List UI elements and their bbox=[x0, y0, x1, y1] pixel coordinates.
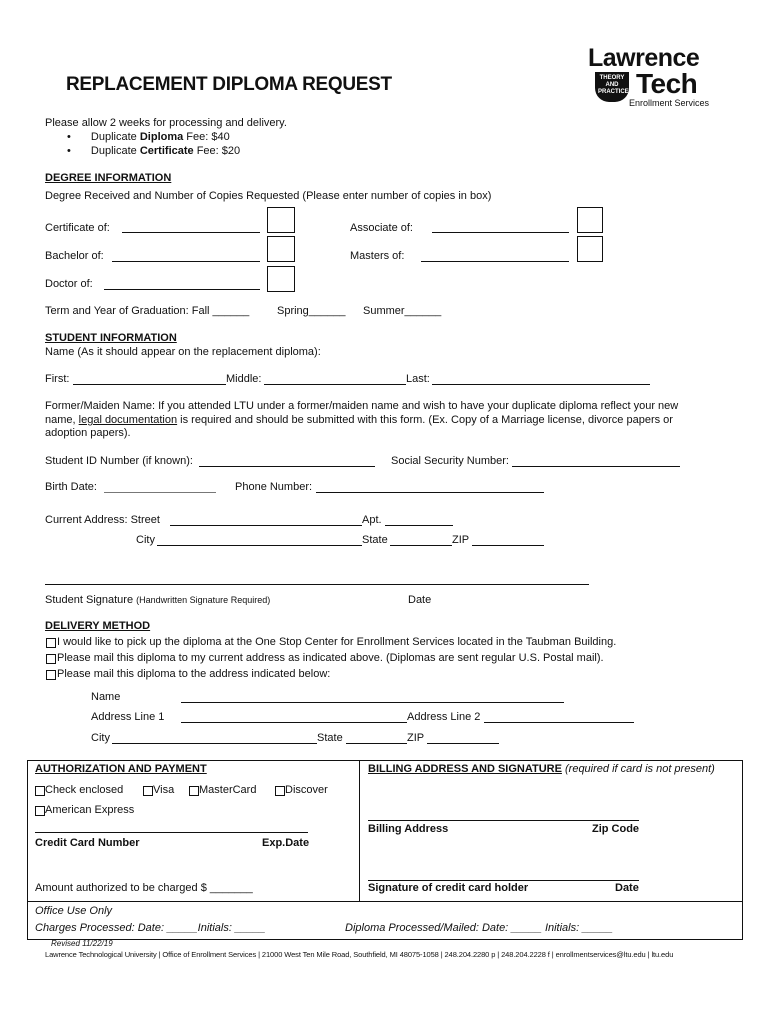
former-name-note-1: Former/Maiden Name: If you attended LTU under a former/maiden name and wish to have your duplicate diploma reflect your new bbox=[45, 400, 679, 412]
logo-lawrence: Lawrence bbox=[588, 44, 700, 72]
billing-zip-label: Zip Code bbox=[592, 823, 640, 835]
graduation-term-summer[interactable]: Summer______ bbox=[363, 305, 442, 317]
doctor-copies-box[interactable] bbox=[267, 266, 295, 292]
fee-type: Diploma bbox=[139, 131, 184, 143]
fee-text: Duplicate bbox=[90, 145, 140, 157]
certificate-label: Certificate of: bbox=[45, 222, 110, 234]
degree-heading: DEGREE INFORMATION bbox=[45, 172, 172, 184]
mastercard-checkbox[interactable] bbox=[189, 786, 199, 796]
bullet: • bbox=[67, 145, 71, 157]
discover-checkbox[interactable] bbox=[275, 786, 285, 796]
student-heading: STUDENT INFORMATION bbox=[45, 332, 177, 344]
student-id-field[interactable] bbox=[199, 466, 375, 467]
cardholder-signature-label: Signature of credit card holder bbox=[368, 882, 529, 894]
delivery-name-field[interactable] bbox=[181, 702, 564, 703]
fee-amount: Fee: $40 bbox=[183, 131, 230, 143]
billing-heading-note: (required if card is not present) bbox=[561, 763, 715, 775]
apt-label: Apt. bbox=[362, 514, 382, 526]
visa-checkbox[interactable] bbox=[143, 786, 153, 796]
state-label: State bbox=[362, 534, 388, 546]
page-title: REPLACEMENT DIPLOMA REQUEST bbox=[66, 74, 392, 95]
amount-authorized[interactable]: Amount authorized to be charged $ _______ bbox=[35, 882, 253, 894]
associate-field[interactable] bbox=[432, 232, 569, 233]
certificate-copies-box[interactable] bbox=[267, 207, 295, 233]
office-row-divider bbox=[27, 901, 742, 902]
delivery-state-label: State bbox=[317, 732, 343, 744]
middle-name-label: Middle: bbox=[226, 373, 262, 385]
apt-field[interactable] bbox=[385, 525, 453, 526]
logo-department: Enrollment Services bbox=[629, 98, 710, 108]
last-name-field[interactable] bbox=[432, 384, 650, 385]
payment-column-divider bbox=[359, 760, 360, 901]
check-enclosed-checkbox[interactable] bbox=[35, 786, 45, 796]
pickup-checkbox[interactable] bbox=[46, 638, 56, 648]
mail-current-checkbox[interactable] bbox=[46, 654, 56, 664]
bullet: • bbox=[67, 131, 71, 143]
logo-seal-text: THEORY AND PRACTICE bbox=[598, 75, 629, 95]
student-id-label: Student ID Number (if known): bbox=[45, 455, 193, 467]
associate-copies-box[interactable] bbox=[577, 207, 603, 233]
discover-label: Discover bbox=[285, 784, 328, 796]
diploma-processed: Diploma Processed/Mailed: Date: _____ Initials: _____ bbox=[345, 922, 613, 934]
amex-checkbox[interactable] bbox=[35, 806, 45, 816]
billing-heading-text: BILLING ADDRESS AND SIGNATURE bbox=[368, 763, 562, 775]
card-number-label: Credit Card Number bbox=[35, 837, 140, 849]
revision-date: Revised 11/22/19 bbox=[51, 939, 113, 948]
masters-label: Masters of: bbox=[350, 250, 405, 262]
card-number-field[interactable] bbox=[35, 832, 308, 833]
fee-certificate bbox=[67, 145, 240, 157]
city-field[interactable] bbox=[157, 545, 362, 546]
delivery-zip-label: ZIP bbox=[407, 732, 425, 744]
charges-processed: Charges Processed: Date: _____Initials: _____ bbox=[35, 922, 266, 934]
visa-label: Visa bbox=[153, 784, 175, 796]
delivery-address1-field[interactable] bbox=[181, 722, 407, 723]
amex-label: American Express bbox=[45, 804, 135, 816]
masters-copies-box[interactable] bbox=[577, 236, 603, 262]
billing-address-field[interactable] bbox=[368, 820, 639, 821]
former-name-note-3: adoption papers). bbox=[45, 427, 131, 439]
city-label: City bbox=[136, 534, 155, 546]
street-label: Current Address: Street bbox=[45, 514, 160, 526]
doctor-label: Doctor of: bbox=[45, 278, 93, 290]
middle-name-field[interactable] bbox=[264, 384, 406, 385]
mastercard-label: MasterCard bbox=[199, 784, 257, 796]
cardholder-signature-field[interactable] bbox=[368, 880, 639, 881]
associate-label: Associate of: bbox=[350, 222, 413, 234]
signature-label-text: Student Signature bbox=[45, 594, 134, 606]
student-signature-label bbox=[45, 594, 270, 606]
delivery-city-label: City bbox=[91, 732, 110, 744]
mail-current-option: Please mail this diploma to my current address as indicated above. (Diplomas are sent regular U.S. Postal mail). bbox=[57, 652, 604, 664]
phone-field[interactable] bbox=[316, 492, 544, 493]
processing-note: Please allow 2 weeks for processing and delivery. bbox=[45, 117, 287, 129]
street-field[interactable] bbox=[170, 525, 362, 526]
mail-other-option: Please mail this diploma to the address indicated below: bbox=[57, 668, 331, 680]
birth-date-field[interactable] bbox=[104, 492, 216, 493]
logo-tech: Tech bbox=[636, 68, 698, 99]
doctor-field[interactable] bbox=[104, 289, 260, 290]
graduation-term-spring[interactable]: Spring______ bbox=[277, 305, 346, 317]
delivery-heading: DELIVERY METHOD bbox=[45, 620, 151, 632]
graduation-term-fall[interactable]: Term and Year of Graduation: Fall ______ bbox=[45, 305, 250, 317]
delivery-state-field[interactable] bbox=[346, 743, 407, 744]
pickup-option: I would like to pick up the diploma at the One Stop Center for Enrollment Services located in the Taubman Building. bbox=[57, 636, 617, 648]
last-name-label: Last: bbox=[406, 373, 430, 385]
zip-field[interactable] bbox=[472, 545, 544, 546]
ssn-label: Social Security Number: bbox=[391, 455, 509, 467]
delivery-zip-field[interactable] bbox=[427, 743, 499, 744]
first-name-label: First: bbox=[45, 373, 70, 385]
former-name-note-2 bbox=[45, 414, 673, 426]
bachelor-field[interactable] bbox=[112, 261, 260, 262]
logo-seal-icon bbox=[595, 72, 629, 102]
delivery-name-label: Name bbox=[91, 691, 121, 703]
mail-other-checkbox[interactable] bbox=[46, 670, 56, 680]
degree-instructions: Degree Received and Number of Copies Requested (Please enter number of copies in box) bbox=[45, 190, 492, 202]
zip-label: ZIP bbox=[452, 534, 470, 546]
signature-note: (Handwritten Signature Required) bbox=[136, 595, 271, 605]
masters-field[interactable] bbox=[421, 261, 569, 262]
signature-date-label: Date bbox=[408, 594, 432, 606]
bachelor-label: Bachelor of: bbox=[45, 250, 104, 262]
footer-address: Lawrence Technological University | Office of Enrollment Services | 21000 West Ten Mile Road, Southfield, MI 48075-1058 | 248.204.2280 p | 248.204.2228 f | enrollmentservices@ltu.edu | ltu.edu bbox=[45, 950, 674, 959]
certificate-field[interactable] bbox=[122, 232, 260, 233]
fee-text: Duplicate bbox=[90, 131, 140, 143]
ssn-field[interactable] bbox=[512, 466, 680, 467]
delivery-address2-field[interactable] bbox=[484, 722, 634, 723]
cardholder-date-label: Date bbox=[615, 882, 639, 894]
first-name-field[interactable] bbox=[73, 384, 226, 385]
exp-date-label: Exp.Date bbox=[262, 837, 310, 849]
legal-documentation-link[interactable]: legal documentation bbox=[78, 414, 178, 426]
delivery-city-field[interactable] bbox=[112, 743, 317, 744]
former-note-text: name, bbox=[45, 414, 79, 426]
phone-label: Phone Number: bbox=[235, 481, 313, 493]
payment-table bbox=[27, 760, 743, 940]
birth-date-label: Birth Date: bbox=[45, 481, 97, 493]
state-field[interactable] bbox=[390, 545, 452, 546]
delivery-address1-label: Address Line 1 bbox=[91, 711, 165, 723]
check-enclosed-label: Check enclosed bbox=[45, 784, 124, 796]
delivery-address2-label: Address Line 2 bbox=[407, 711, 481, 723]
fee-type: Certificate bbox=[139, 145, 194, 157]
office-use-label: Office Use Only bbox=[35, 905, 113, 917]
fee-diploma bbox=[67, 131, 230, 143]
name-note: Name (As it should appear on the replacement diploma): bbox=[45, 346, 321, 358]
former-note-text: is required and should be submitted with this form. (Ex. Copy of a Marriage license, divorce papers or bbox=[177, 414, 673, 426]
student-signature-field[interactable] bbox=[45, 584, 589, 585]
bachelor-copies-box[interactable] bbox=[267, 236, 295, 262]
billing-heading bbox=[368, 763, 715, 775]
billing-address-label: Billing Address bbox=[368, 823, 449, 835]
fee-amount: Fee: $20 bbox=[193, 145, 241, 157]
payment-heading: AUTHORIZATION AND PAYMENT bbox=[35, 763, 207, 775]
